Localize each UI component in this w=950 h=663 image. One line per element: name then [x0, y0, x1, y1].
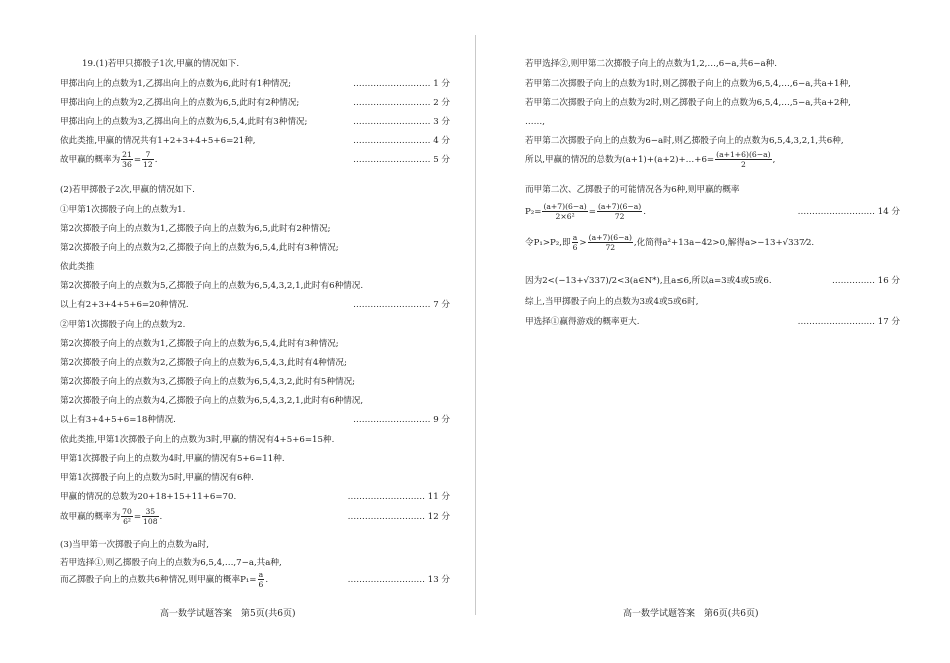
- fraction-numerator: (a+7)(6−a): [597, 202, 642, 211]
- line-text: ②甲第1次掷骰子向上的点数为2.: [60, 320, 186, 330]
- answer-line: [525, 316, 900, 328]
- fraction-numerator: 35: [142, 507, 159, 517]
- page-footer-left: 高一数学试题答案 第5页(共6页): [160, 609, 296, 619]
- line-text: [525, 150, 775, 170]
- answer-line: [82, 58, 450, 70]
- score-marker: ……………………… 9 分: [353, 415, 450, 425]
- fraction-numerator: (a+7)(6−a): [588, 233, 632, 242]
- line-text: 依此类推,甲赢的情况共有1+2+3+4+5+6=21种,: [60, 136, 256, 146]
- line-text: 19.(1)若甲只掷骰子1次,甲赢的情况如下.: [82, 59, 240, 69]
- score-marker: ……………………… 4 分: [353, 136, 450, 146]
- score-marker: ……………………… 17 分: [797, 317, 900, 327]
- answer-line: [60, 135, 450, 147]
- score-marker: ……………………… 14 分: [797, 207, 900, 217]
- score-marker: ……………………… 11 分: [347, 492, 450, 502]
- text-segment: 所以,甲赢的情况的总数为(a+1)+(a+2)+…+6=: [525, 155, 715, 165]
- text-segment: ,化简得a²+13a−42>0,解得a>−13+√337⁄2.: [633, 238, 815, 248]
- text-segment: 令P₁>P₂,即: [525, 238, 571, 248]
- answer-line: [60, 491, 450, 503]
- fraction-numerator: 7: [142, 150, 154, 160]
- line-text: (2)若甲掷骰子2次,甲赢的情况如下.: [60, 185, 195, 195]
- fraction: [715, 150, 772, 169]
- line-text: 第2次掷骰子向上的点数为3,乙掷骰子向上的点数为6,5,4,3,2,此时有5种情况;: [60, 377, 356, 387]
- answer-line: [60, 453, 450, 465]
- answer-line: [60, 204, 450, 216]
- fraction-numerator: 70: [122, 507, 132, 516]
- line-text: 依此类推: [60, 262, 95, 272]
- line-text: 综上,当甲掷骰子向上的点数为3或4或5或6时,: [525, 297, 699, 307]
- text-segment: .: [643, 207, 646, 217]
- score-marker: ……………………… 1 分: [353, 79, 450, 89]
- text-segment: .: [159, 512, 163, 522]
- operator: =: [133, 512, 142, 522]
- fraction-denominator: 72: [605, 243, 616, 252]
- fraction-numerator: (a+1+6)(6−a): [716, 150, 771, 159]
- fraction-numerator: a: [572, 233, 578, 242]
- line-text: [60, 507, 162, 527]
- answer-line: [60, 507, 450, 527]
- score-marker: ……………………… 2 分: [353, 98, 450, 108]
- line-text: 第2次掷骰子向上的点数为1,乙掷骰子向上的点数为6,5,此时有2种情况;: [60, 224, 331, 234]
- answer-line: [525, 275, 900, 287]
- fraction: [588, 233, 633, 252]
- answer-line: [525, 233, 900, 253]
- fraction-denominator: 108: [143, 517, 158, 526]
- line-text: 甲第1次掷骰子向上的点数为4时,甲赢的情况有5+6=11种.: [60, 454, 285, 464]
- operator: =: [588, 207, 596, 217]
- line-text: 若甲第二次掷骰子向上的点数为2时,则乙掷骰子向上的点数为6,5,4,…,5−a,共a+2种,: [525, 98, 851, 108]
- line-text: 第2次掷骰子向上的点数为5,乙掷骰子向上的点数为6,5,4,3,2,1,此时有6种情况.: [60, 281, 364, 291]
- line-text: 甲第1次掷骰子向上的点数为5时,甲赢的情况有6种.: [60, 473, 254, 483]
- fraction-numerator: 21: [122, 150, 132, 159]
- line-text: 第2次掷骰子向上的点数为2,乙掷骰子向上的点数为6,5,4,此时有3种情况;: [60, 243, 339, 253]
- line-text: [525, 202, 646, 222]
- answer-line: [525, 150, 900, 170]
- fraction-denominator: 12: [143, 160, 153, 169]
- text-segment: 而乙掷骰子向上的点数共6种情况,则甲赢的概率P₁=: [60, 575, 257, 585]
- score-marker: …………… 16 分: [832, 276, 900, 286]
- answer-line: [60, 557, 450, 569]
- answer-line: [525, 296, 900, 308]
- line-text: 甲掷出向上的点数为2,乙掷出向上的点数为6,5,此时有2种情况;: [60, 98, 300, 108]
- score-marker: ……………………… 5 分: [353, 155, 450, 165]
- answer-line: [60, 184, 450, 196]
- text-segment: 故甲赢的概率为: [60, 512, 121, 522]
- line-text: (3)当甲第一次掷骰子向上的点数为a时,: [60, 540, 209, 550]
- fraction-denominator: 36: [122, 160, 132, 169]
- answer-line: [60, 299, 450, 311]
- fraction-numerator: a: [258, 570, 264, 579]
- answer-line: [60, 357, 450, 369]
- answer-line: [60, 78, 450, 90]
- answer-line: [525, 202, 900, 222]
- answer-line: [60, 261, 450, 273]
- fraction: [597, 202, 642, 221]
- answer-line: [60, 116, 450, 128]
- line-text: 而甲第二次、乙掷骰子的可能情况各为6种,则甲赢的概率: [525, 185, 740, 195]
- fraction-denominator: 6: [572, 243, 578, 252]
- line-text: [60, 150, 157, 170]
- text-segment: .: [265, 575, 269, 585]
- line-text: 依此类推,甲第1次掷骰子向上的点数为3时,甲赢的情况有4+5+6=15种.: [60, 435, 335, 445]
- fraction: [542, 202, 587, 221]
- line-text: 甲赢的情况的总数为20+18+15+11+6=70.: [60, 492, 237, 502]
- answer-line: [60, 414, 450, 426]
- answer-line: [60, 280, 450, 292]
- answer-line: [525, 184, 900, 196]
- answer-line: [60, 97, 450, 109]
- answer-line: [60, 319, 450, 331]
- fraction: [258, 570, 265, 589]
- fraction: [121, 507, 133, 526]
- text-segment: ,: [772, 155, 776, 165]
- fraction: [572, 233, 579, 252]
- fraction-denominator: 72: [614, 212, 625, 221]
- answer-line: [60, 570, 450, 590]
- operator: =: [133, 155, 142, 165]
- operator: >: [579, 238, 587, 248]
- answer-line: [60, 539, 450, 551]
- text-segment: .: [154, 155, 158, 165]
- fraction-denominator: 6²: [123, 517, 131, 526]
- fraction-denominator: 2: [740, 160, 746, 169]
- line-text: 以上有2+3+4+5+6=20种情况.: [60, 300, 189, 310]
- answer-line: [60, 150, 450, 170]
- line-text: 若甲选择②,则甲第二次掷骰子向上的点数为1,2,…,6−a,共6−a种.: [525, 59, 777, 69]
- fraction: [121, 150, 133, 169]
- answer-line: [60, 376, 450, 388]
- answer-line: [525, 135, 900, 147]
- line-text: 第2次掷骰子向上的点数为4,乙掷骰子向上的点数为6,5,4,3,2,1,此时有6种情况,: [60, 396, 364, 406]
- line-text: 若甲第二次掷骰子向上的点数为6−a时,则乙掷骰子向上的点数为6,5,4,3,2,1,共6种,: [525, 136, 844, 146]
- fraction-denominator: 6: [258, 580, 264, 589]
- line-text: 甲掷出向上的点数为3,乙掷出向上的点数为6,5,4,此时有3种情况;: [60, 117, 308, 127]
- line-text: ……,: [525, 117, 545, 127]
- text-segment: P₂=: [525, 207, 542, 217]
- answer-line: [525, 58, 900, 70]
- fraction-numerator: (a+7)(6−a): [543, 202, 587, 211]
- line-text: 以上有3+4+5+6=18种情况.: [60, 415, 176, 425]
- answer-line: [60, 434, 450, 446]
- score-marker: ……………………… 12 分: [347, 512, 450, 522]
- answer-line: [60, 472, 450, 484]
- answer-line: [525, 97, 900, 109]
- answer-line: [60, 223, 450, 235]
- line-text: [525, 233, 814, 253]
- fraction-denominator: 2×6²: [555, 212, 575, 221]
- score-marker: ……………………… 3 分: [353, 117, 450, 127]
- line-text: 甲选择①赢得游戏的概率更大.: [525, 317, 640, 327]
- line-text: 因为2<(−13+√337)/2<3(a∈N*),且a≤6,所以a=3或4或5或6.: [525, 276, 772, 286]
- fraction: [142, 507, 159, 526]
- line-text: 若甲第二次掷骰子向上的点数为1时,则乙掷骰子向上的点数为6,5,4,…,6−a,共a+1种,: [525, 79, 851, 89]
- page-footer-right: 高一数学试题答案 第6页(共6页): [623, 609, 759, 619]
- text-segment: 故甲赢的概率为: [60, 155, 121, 165]
- fraction: [142, 150, 154, 169]
- line-text: 若甲选择①,则乙掷骰子向上的点数为6,5,4,…,7−a,共a种,: [60, 558, 282, 568]
- line-text: ①甲第1次掷骰子向上的点数为1.: [60, 205, 186, 215]
- line-text: [60, 570, 268, 590]
- answer-line: [525, 78, 900, 90]
- score-marker: ……………………… 7 分: [353, 300, 450, 310]
- line-text: 第2次掷骰子向上的点数为2,乙掷骰子向上的点数为6,5,4,3,此时有4种情况;: [60, 358, 347, 368]
- line-text: 第2次掷骰子向上的点数为1,乙掷骰子向上的点数为6,5,4,此时有3种情况;: [60, 339, 339, 349]
- answer-page-6: [475, 0, 950, 663]
- answer-line: [60, 242, 450, 254]
- score-marker: ……………………… 13 分: [347, 575, 450, 585]
- answer-line: [60, 395, 450, 407]
- line-text: 甲掷出向上的点数为1,乙掷出向上的点数为6,此时有1种情况;: [60, 79, 292, 89]
- answer-line: [525, 116, 900, 128]
- answer-line: [60, 338, 450, 350]
